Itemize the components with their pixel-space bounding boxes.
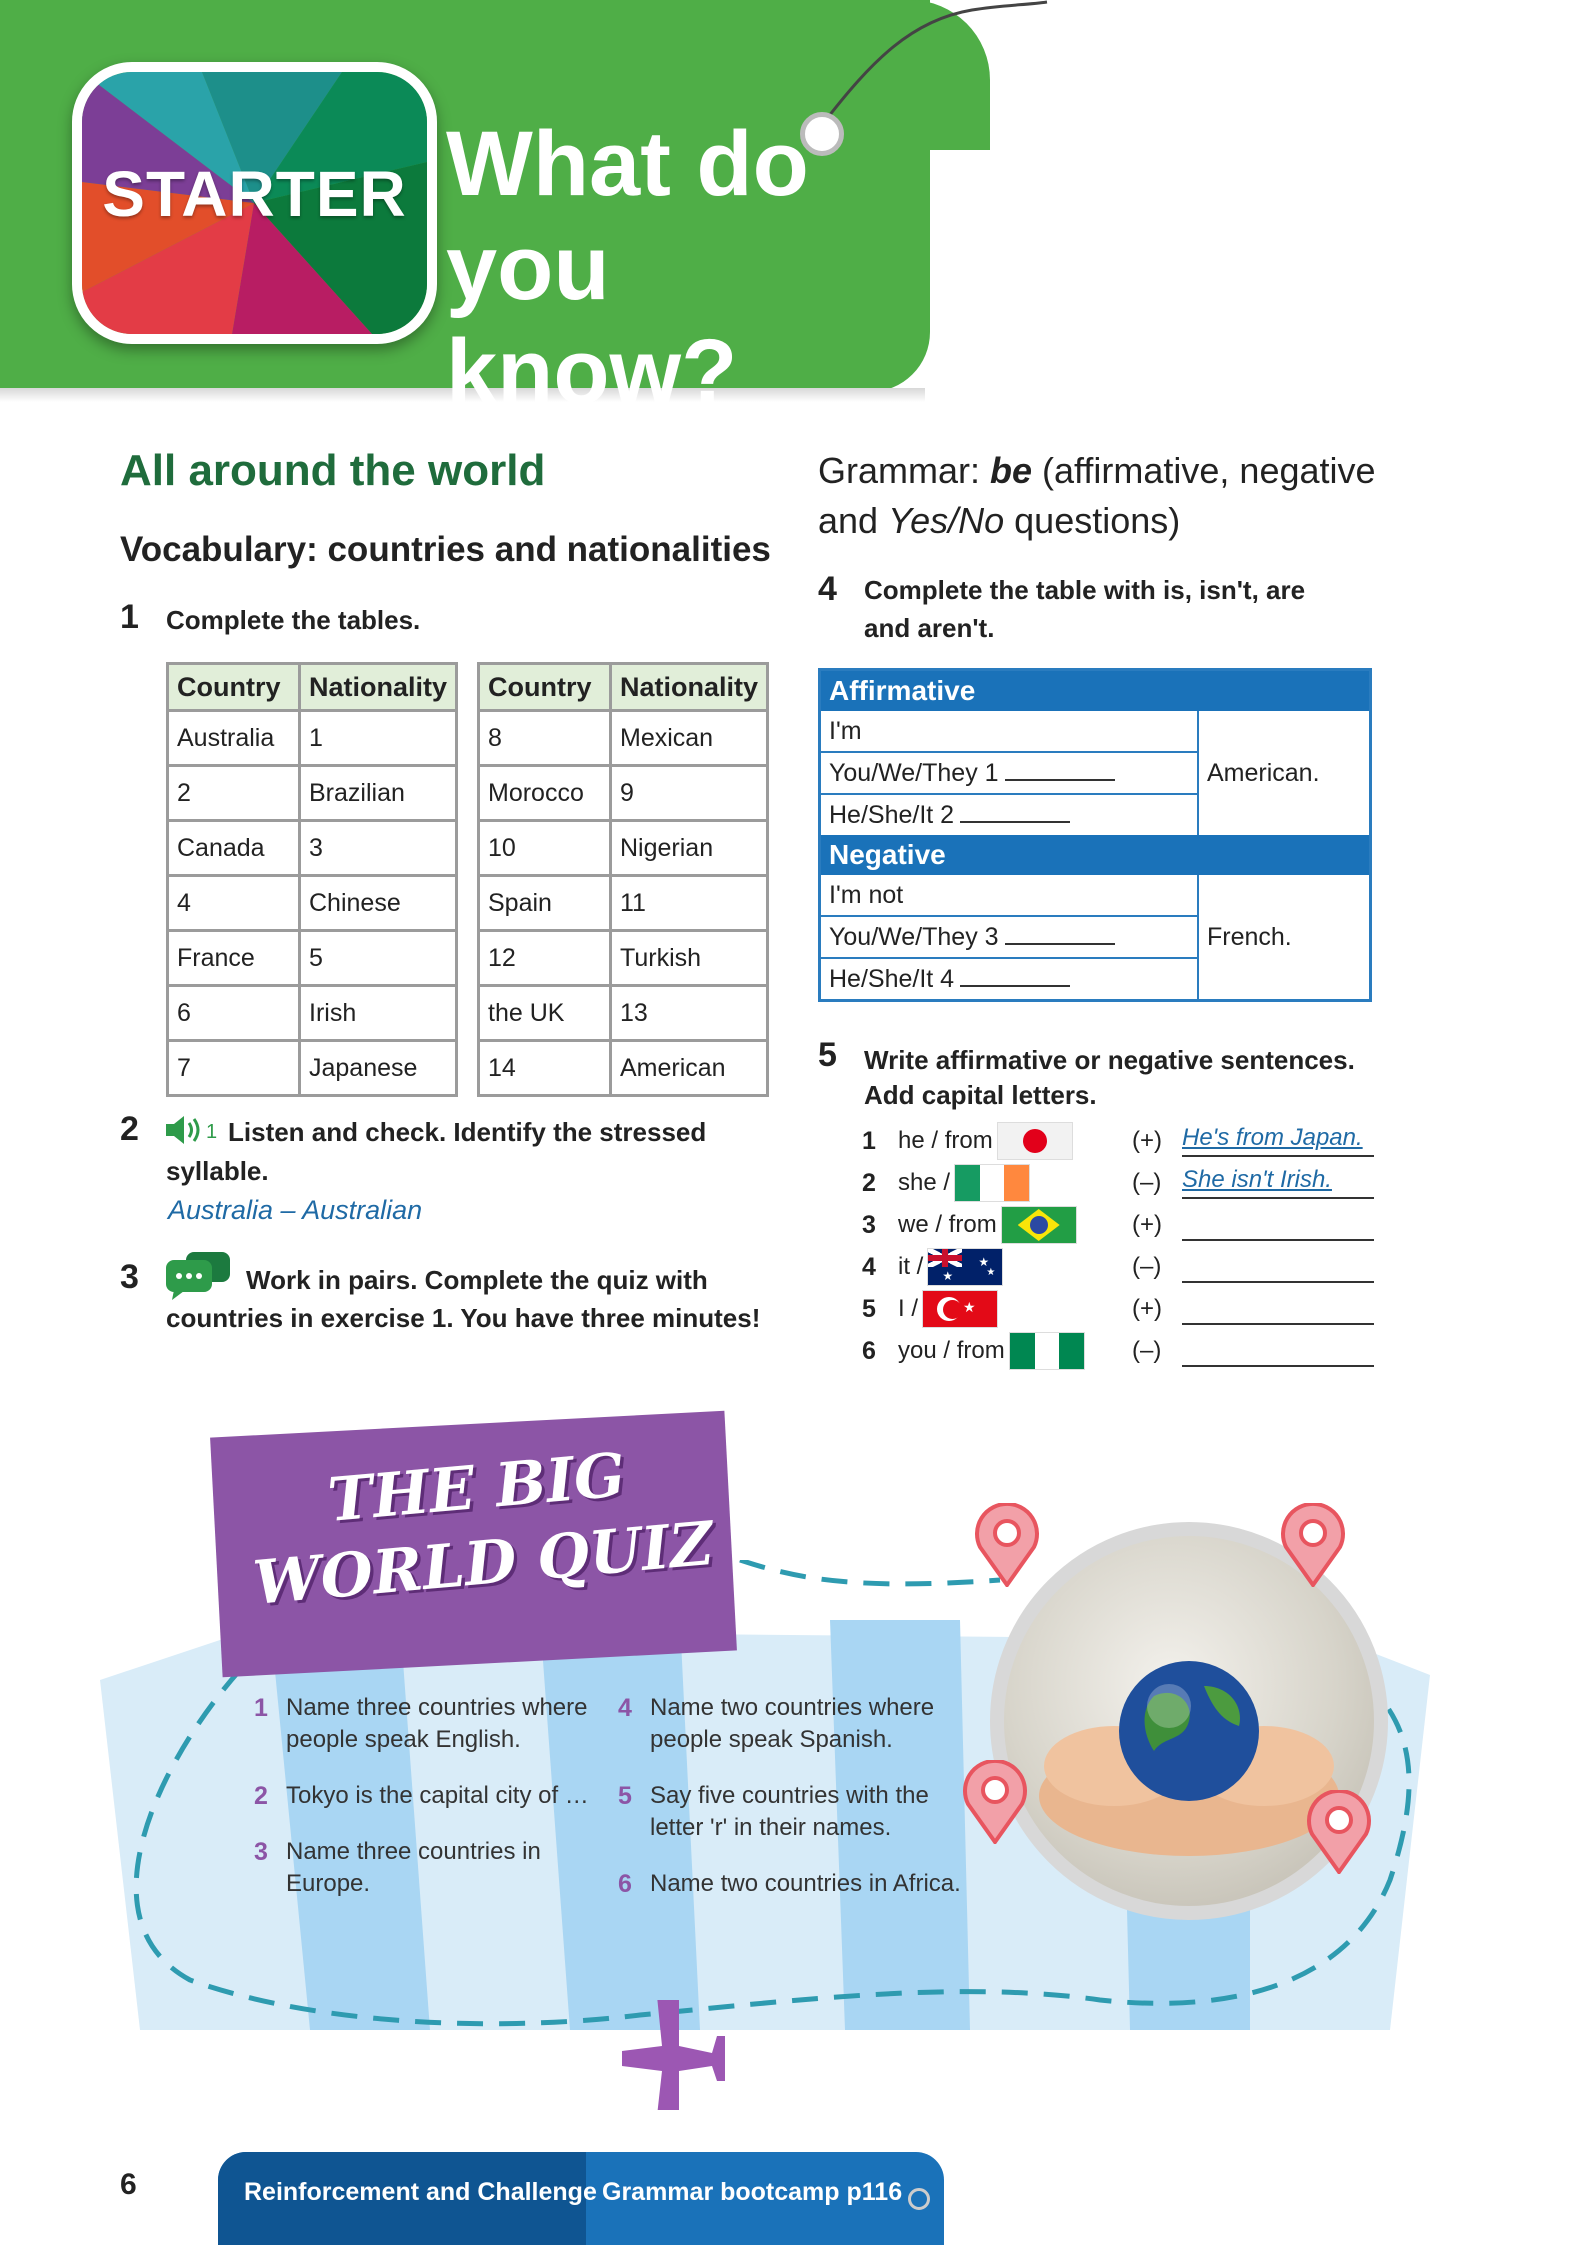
grammar-row (821, 959, 1199, 999)
quiz-item-number: 3 (254, 1838, 268, 1866)
sentence-sign: (–) (1132, 1253, 1162, 1280)
sentence-item (862, 1205, 1077, 1245)
table-row (168, 711, 457, 766)
nationality-cell: 13 (611, 986, 768, 1041)
sentence-number: 3 (862, 1210, 876, 1239)
map-pin-icon (960, 1760, 1030, 1844)
sentence-number: 5 (862, 1294, 876, 1323)
country-cell: France (168, 931, 300, 986)
sentence-answer[interactable]: He's from Japan. (1182, 1121, 1374, 1157)
quiz-item (618, 1780, 929, 1844)
country-cell: 10 (479, 821, 611, 876)
grammar-row-subject: You/We/They 3 (829, 923, 999, 951)
sentence-sign: (+) (1132, 1127, 1162, 1154)
exercise-4-instruction-line1: Complete the table with is, isn't, are (864, 575, 1306, 605)
negative-header: Negative (821, 835, 1369, 875)
table-row (168, 1041, 457, 1096)
exercise-3-instruction-line2: countries in exercise 1. You have three minutes! (166, 1303, 761, 1333)
negative-rows (821, 875, 1199, 999)
audio-speaker-icon[interactable] (164, 1114, 204, 1146)
quiz-item-number: 6 (618, 1870, 632, 1898)
page-title-line2: you know? (446, 217, 738, 423)
quiz-item-line1: Name three countries where (286, 1694, 588, 1721)
sentence-item (862, 1331, 1085, 1371)
grammar-row-subject: I'm not (829, 881, 904, 909)
sentence-prompt: I / (898, 1295, 919, 1322)
sentence-answer[interactable] (1182, 1331, 1374, 1367)
quiz-item-line2: Europe. (286, 1870, 371, 1897)
table-row (168, 931, 457, 986)
negative-block (821, 875, 1369, 999)
table-row (168, 766, 457, 821)
turkey-flag-icon: ★ (922, 1290, 998, 1328)
grammar-row (821, 875, 1199, 917)
exercise-2-instruction-line1: Listen and check. Identify the stressed (228, 1117, 707, 1147)
quiz-item (254, 1836, 541, 1900)
table-row (479, 821, 768, 876)
country-cell: Australia (168, 711, 300, 766)
grammar-heading-questions: questions) (1004, 500, 1181, 541)
exercise-4-number: 4 (818, 570, 837, 608)
grammar-heading-prefix: Grammar: (818, 450, 991, 491)
sentence-number: 1 (862, 1126, 876, 1155)
nationality-cell: Chinese (300, 876, 457, 931)
sentence-sign: (+) (1132, 1211, 1162, 1238)
quiz-item (254, 1780, 589, 1812)
grammar-row-subject: He/She/It 4 (829, 965, 955, 993)
sentence-number: 6 (862, 1336, 876, 1365)
nationality-cell: Turkish (611, 931, 768, 986)
table-row (168, 986, 457, 1041)
exercise-2-example: Australia – Australian (168, 1195, 423, 1225)
table-row (479, 931, 768, 986)
exercise-5-number: 5 (818, 1036, 837, 1074)
table-row (168, 876, 457, 931)
japan-flag-icon (997, 1122, 1073, 1160)
sentence-answer[interactable]: She isn't Irish. (1182, 1163, 1374, 1199)
vocab-table-2 (477, 662, 769, 1097)
quiz-item-line2: people speak English. (286, 1726, 521, 1753)
pairwork-speech-bubbles-icon (164, 1250, 232, 1300)
country-cell: 6 (168, 986, 300, 1041)
country-cell: 7 (168, 1041, 300, 1096)
sentence-prompt: she / (898, 1169, 951, 1196)
sentence-item (862, 1121, 1073, 1161)
affirmative-header: Affirmative (821, 671, 1369, 711)
sentence-prompt: he / from (898, 1127, 993, 1154)
sentence-item (862, 1247, 1003, 1287)
country-cell: Canada (168, 821, 300, 876)
quiz-item-text (650, 1780, 929, 1844)
table-row (479, 766, 768, 821)
grammar-row (821, 711, 1199, 753)
nationality-cell: Nigerian (611, 821, 768, 876)
map-pin-icon (1304, 1790, 1374, 1874)
column-header-country: Country (479, 664, 611, 711)
column-header-nationality: Nationality (300, 664, 457, 711)
nationality-cell: 11 (611, 876, 768, 931)
affirmative-block (821, 711, 1369, 835)
sentence-item (862, 1163, 1030, 1203)
country-cell: Spain (479, 876, 611, 931)
exercise-2-instruction-line2: syllable. (166, 1156, 269, 1186)
nationality-cell: Brazilian (300, 766, 457, 821)
table-row (479, 986, 768, 1041)
quiz-item-line1: Tokyo is the capital city of … (286, 1782, 589, 1809)
ireland-flag-icon (954, 1164, 1030, 1202)
answer-blank[interactable] (1005, 925, 1115, 945)
grammar-bootcamp-link[interactable]: Grammar bootcamp p116 (602, 2178, 903, 2206)
quiz-item (254, 1692, 587, 1756)
quiz-title-line2: WORLD QUIZ (250, 1508, 717, 1619)
nationality-cell: Japanese (300, 1041, 457, 1096)
sentence-prompt: you / from (898, 1337, 1005, 1364)
nationality-cell: 1 (300, 711, 457, 766)
exercise-3-instruction-line1: Work in pairs. Complete the quiz with (246, 1265, 708, 1295)
grammar-heading-yesno: Yes/No (888, 500, 1005, 541)
negative-complement: French. (1207, 922, 1292, 951)
country-cell: Morocco (479, 766, 611, 821)
column-header-country: Country (168, 664, 300, 711)
airplane-icon (608, 2000, 738, 2110)
sentence-number: 4 (862, 1252, 876, 1281)
page-title-line1: What do (446, 113, 809, 215)
quiz-item-text (286, 1780, 589, 1812)
audio-track-number: 1 (206, 1121, 218, 1143)
vocab-table-1 (166, 662, 458, 1097)
exercise-2-number: 2 (120, 1110, 139, 1148)
quiz-item-line1: Name three countries in (286, 1838, 541, 1865)
page-title (446, 112, 916, 424)
sentence-item (862, 1289, 998, 1329)
tag-string-icon (812, 0, 1052, 130)
grammar-row-subject: I'm (829, 717, 862, 745)
nationality-cell: Mexican (611, 711, 768, 766)
exercise-4-instruction-line2: and aren't. (864, 613, 995, 643)
quiz-item-text (286, 1836, 541, 1900)
nigeria-flag-icon (1009, 1332, 1085, 1370)
starter-label: STARTER (102, 158, 407, 230)
grammar-row (821, 795, 1199, 835)
grammar-heading-rest: (affirmative, negative (1032, 450, 1376, 491)
grammar-row-subject: He/She/It 2 (829, 801, 955, 829)
answer-blank[interactable] (960, 967, 1070, 987)
affirmative-rows (821, 711, 1199, 835)
affirmative-complement: American. (1207, 758, 1320, 787)
country-cell: 14 (479, 1041, 611, 1096)
quiz-item (618, 1692, 934, 1756)
quiz-item-line1: Say five countries with the (650, 1782, 929, 1809)
grammar-heading-be: be (990, 450, 1033, 491)
exercise-5-instruction-line2: Add capital letters. (864, 1080, 1097, 1110)
quiz-item-line1: Name two countries where (650, 1694, 935, 1721)
sentence-sign: (–) (1132, 1169, 1162, 1196)
column-header-nationality: Nationality (611, 664, 768, 711)
page-number: 6 (120, 2168, 137, 2201)
grammar-heading-line2 (818, 496, 1438, 546)
country-cell: 2 (168, 766, 300, 821)
footer-ring-icon (908, 2188, 930, 2210)
starter-badge (72, 62, 437, 344)
table-row (479, 876, 768, 931)
answer-blank[interactable] (960, 803, 1070, 823)
quiz-item-text (286, 1692, 587, 1756)
country-cell: 4 (168, 876, 300, 931)
quiz-item-text (650, 1692, 934, 1756)
sentence-answer[interactable] (1182, 1205, 1374, 1241)
nationality-cell: 9 (611, 766, 768, 821)
brazil-flag-icon (1001, 1206, 1077, 1244)
sentence-sign: (+) (1132, 1295, 1162, 1322)
quiz-item-line1: Name two countries in Africa. (650, 1870, 961, 1897)
sentence-prompt: it / (898, 1253, 924, 1280)
quiz-item-text (650, 1868, 961, 1900)
nationality-cell: 5 (300, 931, 457, 986)
grammar-heading (818, 446, 1438, 546)
quiz-item-number: 4 (618, 1694, 632, 1722)
country-cell: 8 (479, 711, 611, 766)
footer-bar (218, 2152, 944, 2245)
table-row (479, 1041, 768, 1096)
quiz-item-line2: people speak Spanish. (650, 1726, 893, 1753)
vocabulary-heading: Vocabulary: countries and nationalities (120, 530, 771, 569)
table-row (168, 821, 457, 876)
nationality-cell: 3 (300, 821, 457, 876)
quiz-item-number: 5 (618, 1782, 632, 1810)
reinforcement-link[interactable]: Reinforcement and Challenge (244, 2178, 597, 2206)
nationality-cell: American (611, 1041, 768, 1096)
grammar-row (821, 753, 1199, 795)
quiz-item-number: 1 (254, 1694, 268, 1722)
exercise-1-instruction: Complete the tables. (166, 605, 421, 635)
quiz-item (618, 1868, 961, 1900)
sentence-answer[interactable] (1182, 1289, 1374, 1325)
sentence-answer[interactable] (1182, 1247, 1374, 1283)
section-title: All around the world (120, 446, 546, 495)
nationality-cell: Irish (300, 986, 457, 1041)
map-pin-icon (972, 1503, 1042, 1587)
exercise-3-number: 3 (120, 1258, 139, 1296)
quiz-item-line2: letter 'r' in their names. (650, 1814, 892, 1841)
grammar-row-subject: You/We/They 1 (829, 759, 999, 787)
map-pin-icon (1278, 1503, 1348, 1587)
australia-flag-icon: ★ ★ ★ (927, 1248, 1003, 1286)
country-cell: the UK (479, 986, 611, 1041)
grammar-heading-and: and (818, 500, 889, 541)
sentence-number: 2 (862, 1168, 876, 1197)
grammar-heading-line1 (818, 446, 1438, 496)
vocab-table-header-row (168, 664, 457, 711)
grammar-table (818, 668, 1372, 1002)
answer-blank[interactable] (1005, 761, 1115, 781)
sentence-sign: (–) (1132, 1337, 1162, 1364)
grammar-row (821, 917, 1199, 959)
quiz-title-line1: THE BIG (325, 1440, 629, 1536)
exercise-5-instruction-line1: Write affirmative or negative sentences. (864, 1045, 1355, 1075)
exercise-1-number: 1 (120, 598, 139, 636)
sentence-prompt: we / from (898, 1211, 997, 1238)
country-cell: 12 (479, 931, 611, 986)
vocab-table-header-row (479, 664, 768, 711)
quiz-item-number: 2 (254, 1782, 268, 1810)
table-row (479, 711, 768, 766)
